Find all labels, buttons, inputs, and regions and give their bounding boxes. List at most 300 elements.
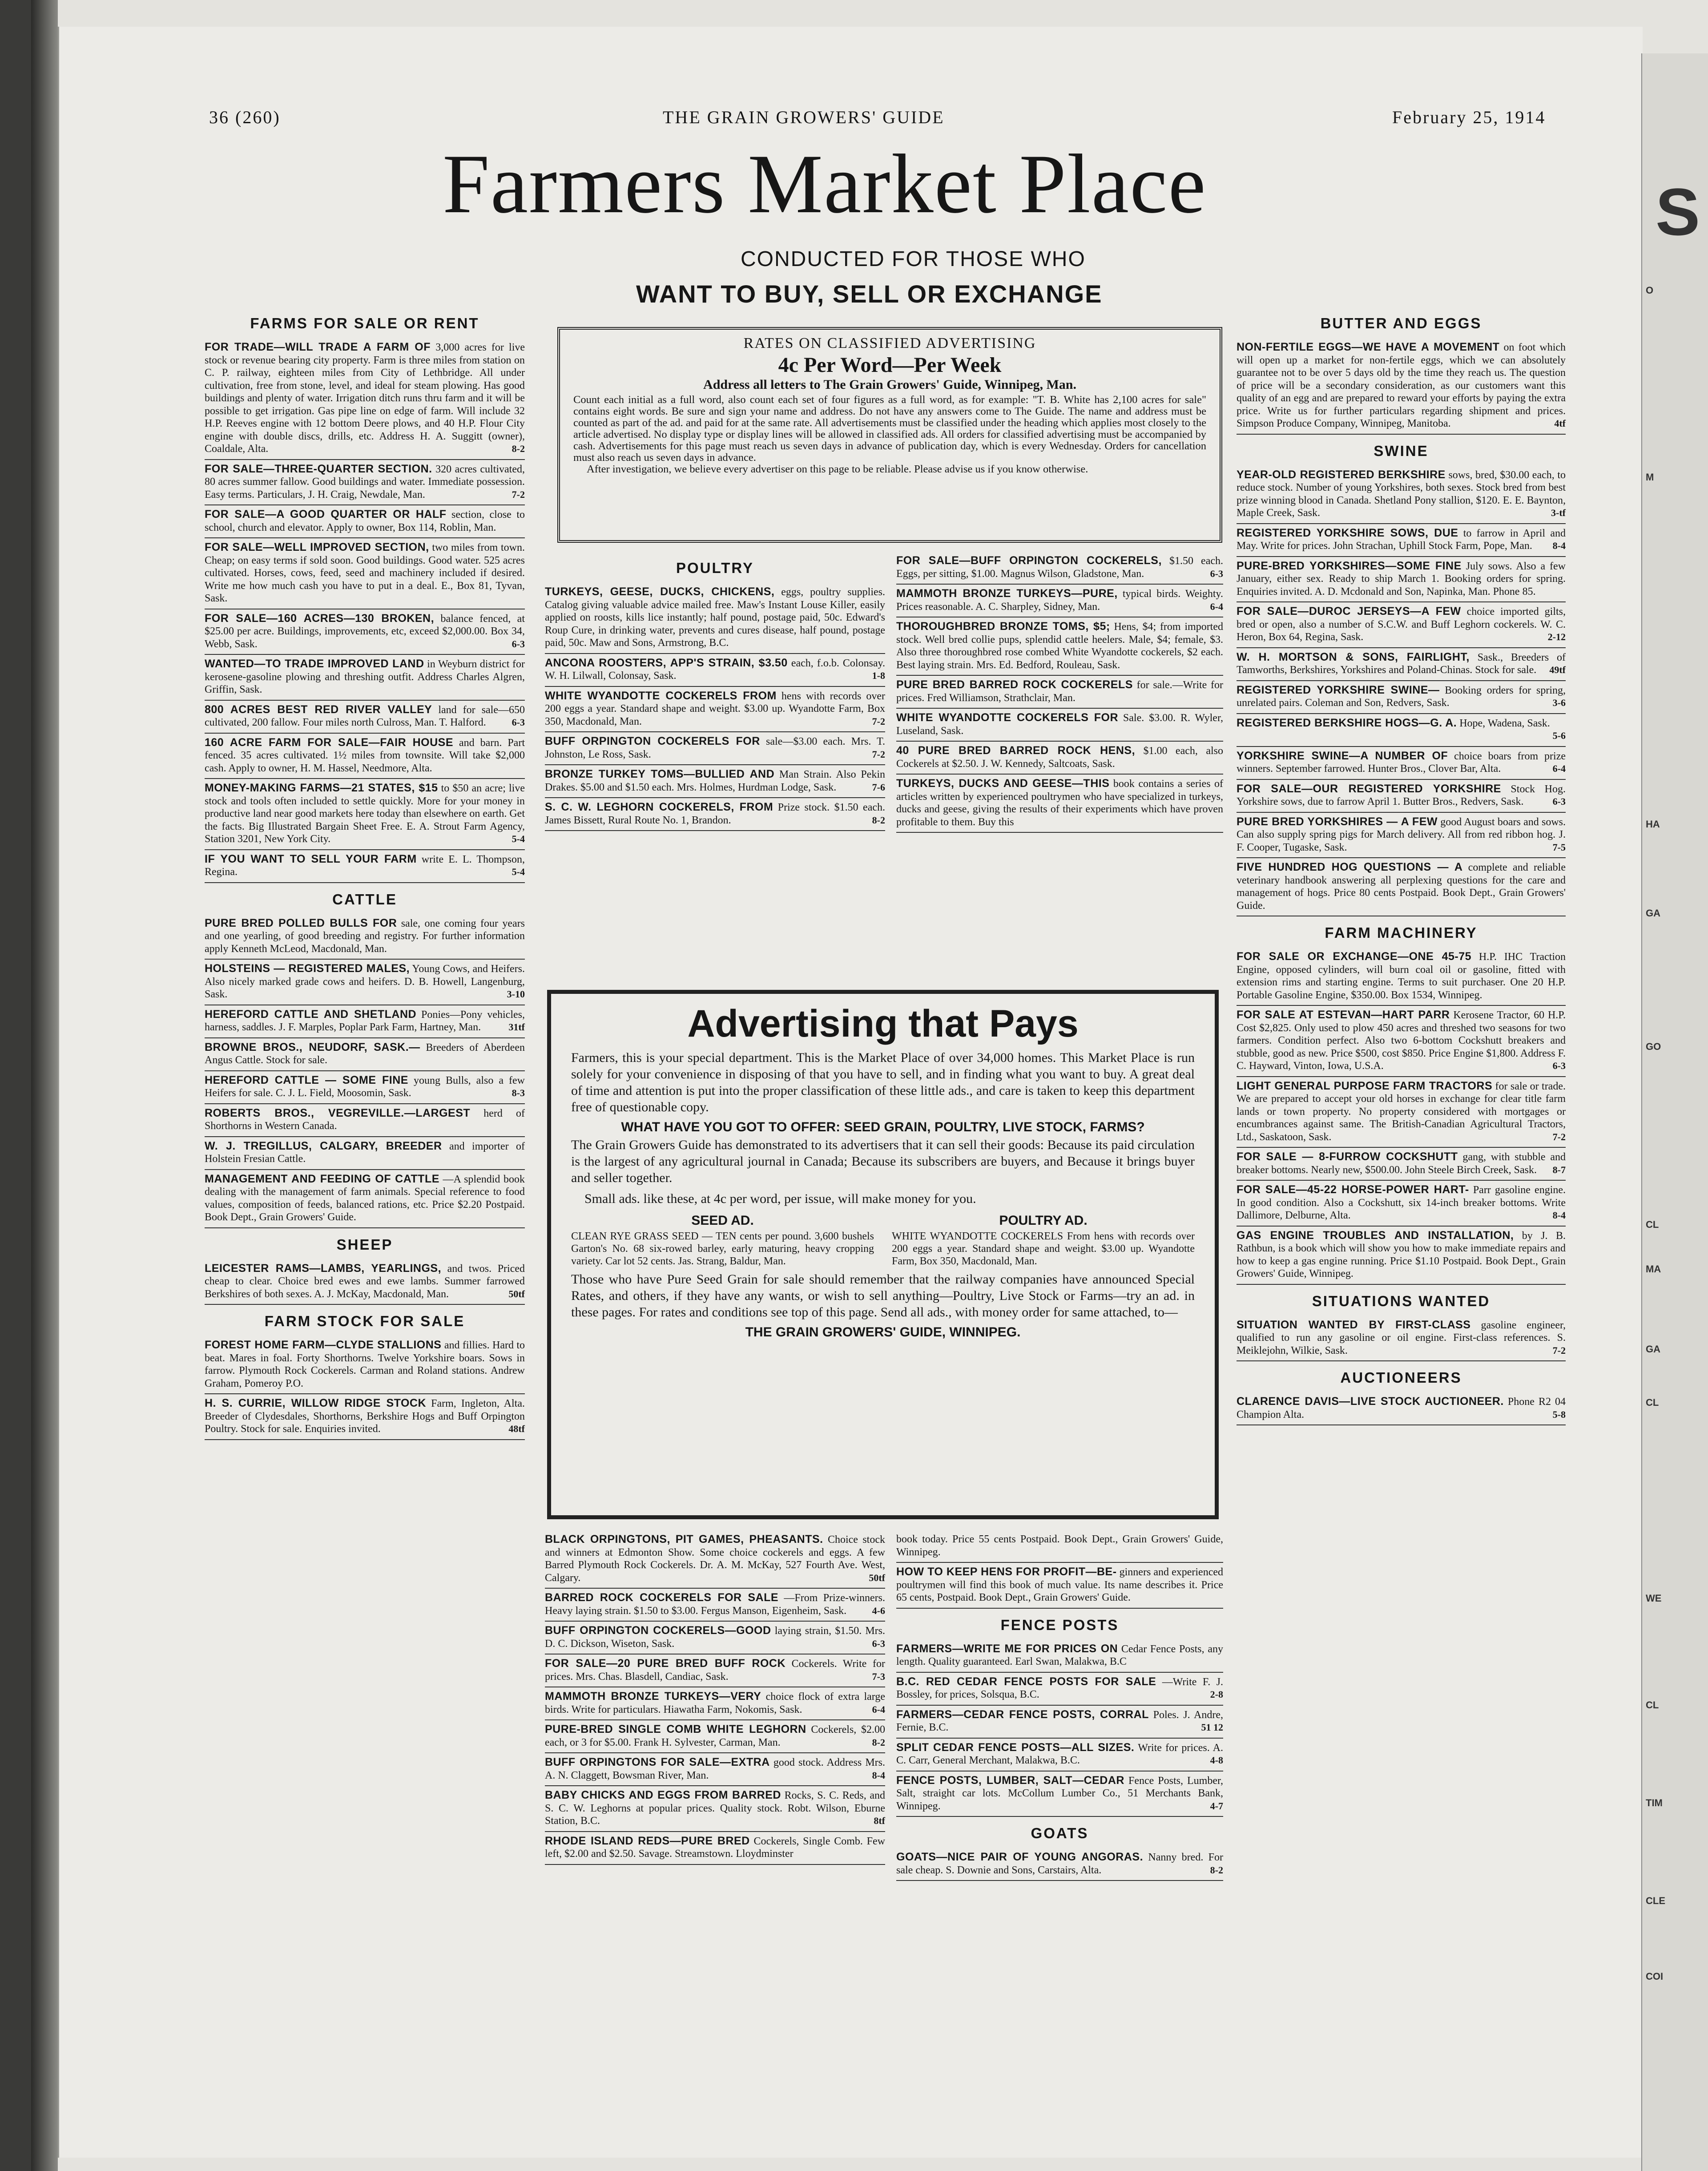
classified-ad bbox=[1237, 648, 1566, 681]
classified-ad bbox=[1237, 813, 1566, 859]
classified-ad bbox=[545, 732, 885, 765]
adjacent-page-fragment: CLE bbox=[1646, 1895, 1665, 1906]
ad-code: 8tf bbox=[874, 1815, 885, 1826]
ad-headline: HEREFORD CATTLE AND SHETLAND bbox=[205, 1008, 417, 1021]
classified-ad bbox=[1237, 338, 1566, 435]
column-mid-left-bottom bbox=[545, 1530, 885, 1865]
ad-headline: FOR SALE—OUR REGISTERED YORKSHIRE bbox=[1237, 782, 1501, 795]
ad-body: book contains a series of articles written by experienced poultrymen who have specialized in turkeys, ducks and geese, giving the results of their experiments which have proven profitable to them. Buy this bbox=[896, 778, 1223, 828]
ad-code: 6-3 bbox=[1210, 568, 1223, 579]
section-heading: FARM STOCK FOR SALE bbox=[264, 1313, 465, 1329]
ad-code: 7-2 bbox=[512, 488, 525, 500]
classified-ad bbox=[205, 850, 525, 883]
ad-code: 3-tf bbox=[1551, 507, 1566, 518]
ad-code: 7-5 bbox=[1552, 841, 1566, 853]
adjacent-page-fragment: CL bbox=[1646, 1219, 1659, 1230]
classified-ad bbox=[545, 1753, 885, 1786]
section-heading: GOATS bbox=[1031, 1825, 1089, 1841]
ad-headline: FOR SALE—A GOOD QUARTER OR HALF bbox=[205, 508, 447, 521]
adjacent-page-fragment: O bbox=[1646, 285, 1654, 296]
ad-headline: HEREFORD CATTLE — SOME FINE bbox=[205, 1073, 408, 1086]
seed-ad-heading: SEED AD. bbox=[691, 1213, 754, 1228]
ad-headline: BUFF ORPINGTON COCKERELS FOR bbox=[545, 735, 760, 747]
ad-headline: FARMERS—WRITE ME FOR PRICES ON bbox=[896, 1642, 1118, 1655]
ad-headline: REGISTERED BERKSHIRE HOGS—G. A. bbox=[1237, 716, 1457, 729]
ad-headline: SITUATION WANTED BY FIRST-CLASS bbox=[1237, 1318, 1471, 1331]
classified-ad bbox=[1237, 1006, 1566, 1077]
classified-ad bbox=[896, 742, 1223, 775]
ad-body: good August boars and sows. Can also supply spring pigs for March delivery. All from red ribbon hog. J. F. Cooper, Tugaske, Sask. bbox=[1237, 816, 1566, 853]
classified-ad bbox=[205, 1005, 525, 1038]
ad-code: 8-4 bbox=[872, 1769, 885, 1781]
classified-ad bbox=[896, 1706, 1223, 1739]
rates-heading: RATES ON CLASSIFIED ADVERTISING bbox=[743, 335, 1036, 351]
section-heading: SHEEP bbox=[336, 1236, 393, 1253]
ad-body: good stock. Address Mrs. A. N. Claggett, Bowsman River, Man. bbox=[545, 1757, 886, 1781]
ad-body: book today. Price 55 cents Postpaid. Book Dept., Grain Growers' Guide, Winnipeg. bbox=[896, 1533, 1223, 1558]
ad-headline: LIGHT GENERAL PURPOSE FARM TRACTORS bbox=[1237, 1079, 1493, 1092]
ad-headline: FOREST HOME FARM—CLYDE STALLIONS bbox=[205, 1339, 442, 1351]
ad-headline: FENCE POSTS, LUMBER, SALT—CEDAR bbox=[896, 1774, 1124, 1787]
ad-body: —Write F. J. Bossley, for prices, Solsqua, B.C. bbox=[896, 1676, 1223, 1700]
binding-gutter bbox=[0, 0, 58, 2171]
ad-code: 8-2 bbox=[872, 1736, 885, 1748]
ad-code: 6-3 bbox=[872, 1638, 885, 1649]
ad-code: 4-6 bbox=[872, 1605, 885, 1616]
ad-headline: ROBERTS BROS., VEGREVILLE.—LARGEST bbox=[205, 1106, 471, 1119]
ad-headline: FOR SALE—DUROC JERSEYS—A FEW bbox=[1237, 605, 1461, 617]
ad-body: —From Prize-winners. Heavy laying strain. $1.50 to $3.00. Fergus Manson, Eigenheim, Sask. bbox=[545, 1592, 885, 1617]
ad-body: balance fenced, at $25.00 per acre. Buildings, improvements, etc, exceed $2,000.00. Box 34, Webb, Sask. bbox=[205, 613, 525, 650]
ad-headline: FOR SALE—20 PURE BRED BUFF ROCK bbox=[545, 1657, 786, 1670]
ad-body: to farrow in April and May. Write for prices. John Strachan, Uphill Stock Farm, Pope, Man. bbox=[1237, 527, 1566, 552]
ad-code: 50tf bbox=[508, 1288, 525, 1299]
classified-ad bbox=[205, 1394, 525, 1440]
adjacent-page-fragment: MA bbox=[1646, 1263, 1661, 1275]
section-heading: BUTTER AND EGGS bbox=[1320, 315, 1482, 331]
rates-price: 4c Per Word—Per Week bbox=[778, 353, 1002, 377]
classified-ad bbox=[205, 1336, 525, 1394]
ad-body: 320 acres cultivated, 80 acres summer fallow. Good buildings and water. Immediate possession. Easy terms. Particulars, J. H. Craig, Newdale, Man. bbox=[205, 463, 525, 500]
adjacent-page-fragment: HA bbox=[1646, 819, 1660, 830]
classified-ad bbox=[1237, 1077, 1566, 1148]
ad-code: 5-6 bbox=[1552, 730, 1566, 741]
subtitle-bold: WANT TO BUY, SELL OR EXCHANGE bbox=[636, 280, 1103, 308]
ad-headline: IF YOU WANT TO SELL YOUR FARM bbox=[205, 852, 417, 865]
ad-code: 8-2 bbox=[512, 443, 525, 454]
classified-ad bbox=[1237, 1148, 1566, 1181]
ad-body: complete and reliable veterinary handbook answering all perplexing questions for the care and management of hogs. Price 80 cents Postpaid. Book Dept., Grain Growers' Guide. bbox=[1237, 862, 1566, 912]
ad-headline: LEICESTER RAMS—LAMBS, YEARLINGS, bbox=[205, 1262, 442, 1275]
column-mid-right-top bbox=[896, 552, 1223, 833]
adjacent-page-fragment: WE bbox=[1646, 1593, 1662, 1604]
ad-code: 6-4 bbox=[1210, 601, 1223, 612]
classified-ad bbox=[205, 1259, 525, 1305]
ad-body: Cockerels. Write for prices. Mrs. Chas. Blasdell, Candiac, Sask. bbox=[545, 1658, 886, 1683]
classified-ad bbox=[1237, 948, 1566, 1006]
ad-headline: FOR SALE—45-22 HORSE-POWER HART- bbox=[1237, 1183, 1469, 1196]
classified-ad bbox=[205, 609, 525, 655]
ad-headline: GOATS—NICE PAIR OF YOUNG ANGORAS. bbox=[896, 1851, 1144, 1863]
adjacent-page-fragment: GO bbox=[1646, 1041, 1661, 1052]
classified-ad bbox=[896, 709, 1223, 742]
ad-body: for sale or trade. We are prepared to accept your old horses in exchange for clear title farm lands or town property. No property considered with mortgages or encumbrances against same. The British-Canadian Agricultural Tractors, Ltd., Saskatoon, Sask. bbox=[1237, 1080, 1566, 1143]
ad-headline: 160 ACRE FARM FOR SALE—FAIR HOUSE bbox=[205, 736, 453, 749]
ad-headline: MONEY-MAKING FARMS—21 STATES, $15 bbox=[205, 782, 438, 794]
classified-ad bbox=[896, 552, 1223, 585]
ad-body: and importer of Holstein Fresian Cattle. bbox=[205, 1140, 525, 1165]
classified-ad bbox=[896, 1848, 1223, 1881]
ad-body: Rocks, S. C. Reds, and S. C. W. Leghorns at popular prices. Quality stock. Robt. Wilson, Eburne Station, B.C. bbox=[545, 1790, 886, 1827]
ad-body: Cockerels, Single Comb. Few left, $2.00 and $2.50. Savage. Streamstown. Lloydminster bbox=[545, 1835, 885, 1860]
classified-ad bbox=[205, 1038, 525, 1071]
classified-ad bbox=[896, 1530, 1223, 1563]
ad-body: gang, with stubble and breaker bottoms. Nearly new, $500.00. John Steele Birch Creek, Sask. bbox=[1237, 1151, 1566, 1176]
ad-headline: B.C. RED CEDAR FENCE POSTS FOR SALE bbox=[896, 1675, 1156, 1688]
ad-code: 8-4 bbox=[1552, 540, 1566, 551]
ad-headline: W. H. MORTSON & SONS, FAIRLIGHT, bbox=[1237, 650, 1470, 663]
classified-ad bbox=[1237, 858, 1566, 916]
ad-headline: H. S. CURRIE, WILLOW RIDGE STOCK bbox=[205, 1397, 427, 1409]
ad-code: 1-8 bbox=[872, 670, 885, 681]
section-heading: AUCTIONEERS bbox=[1340, 1369, 1462, 1386]
section-heading: FARMS FOR SALE OR RENT bbox=[250, 315, 479, 331]
ad-body: Prize stock. $1.50 each. James Bissett, Rural Route No. 1, Brandon. bbox=[545, 802, 885, 826]
ad-code: 5-8 bbox=[1552, 1408, 1566, 1420]
page-number: 36 (260) bbox=[209, 107, 281, 127]
rates-address: Address all letters to The Grain Growers' Guide, Winnipeg, Man. bbox=[703, 377, 1076, 392]
ad-headline: PURE BRED BARRED ROCK COCKERELS bbox=[896, 678, 1133, 691]
ad-body: ginners and experienced poultrymen will find this book of much value. Its name describes it. Price 65 cents, Postpaid. Book Dept., Grain Growers' Guide. bbox=[896, 1566, 1223, 1603]
ad-code: 51 12 bbox=[1201, 1722, 1223, 1733]
ad-headline: PURE-BRED SINGLE COMB WHITE LEGHORN bbox=[545, 1723, 806, 1735]
ad-headline: TURKEYS, DUCKS AND GEESE—THIS bbox=[896, 777, 1110, 790]
ad-body: Man Strain. Also Pekin Drakes. $5.00 and $1.50 each. Mrs. Holmes, Hurdman Lodge, Sask. bbox=[545, 769, 885, 793]
ad-body: herd of Shorthorns in Western Canada. bbox=[205, 1107, 525, 1132]
ad-body: and barn. Part fenced. 35 acres cultivated. 1½ miles from townsite. Will take $2,000 cash. Apply to owner, H. M. Hassel, Needmore, Alta. bbox=[205, 737, 525, 774]
classified-ad bbox=[545, 1687, 885, 1720]
ad-body: Poles. J. Andre, Fernie, B.C. bbox=[896, 1709, 1224, 1733]
ad-headline: REGISTERED YORKSHIRE SWINE— bbox=[1237, 683, 1440, 696]
ad-headline: YORKSHIRE SWINE—A NUMBER OF bbox=[1237, 749, 1448, 762]
ad-body: on foot which will open up a market for non-fertile eggs, which we can absolutely guarantee not to be over 5 days old by the time they reach us. The question of price will be a secondary consideration, as our customers want this quality of an egg and are prepared to reward your efforts by paying the extra price. Write us for further particulars regarding shipment and prices. Simpson Produce Company, Winnipeg, Manitoba. bbox=[1237, 342, 1566, 429]
section-heading: SWINE bbox=[1374, 442, 1429, 459]
ad-code: 2-12 bbox=[1547, 631, 1566, 642]
ad-headline: PURE-BRED YORKSHIRES—SOME FINE bbox=[1237, 559, 1462, 572]
ad-body: July sows. Also a few January, either sex. Ready to ship March 1. Booking orders for spring. Enquiries invited. A. D. Mcdonald and Son, Napinka, Man. Phone 85. bbox=[1237, 560, 1566, 597]
ad-code: 48tf bbox=[508, 1423, 525, 1434]
classified-ad bbox=[1237, 681, 1566, 714]
ad-headline: TURKEYS, GEESE, DUCKS, CHICKENS, bbox=[545, 585, 775, 598]
adjacent-page-fragment: GA bbox=[1646, 908, 1660, 919]
ad-code: 50tf bbox=[869, 1572, 885, 1583]
classified-ad bbox=[896, 676, 1223, 709]
advertising-signature: THE GRAIN GROWERS' GUIDE, WINNIPEG. bbox=[745, 1325, 1021, 1340]
ad-code: 8-3 bbox=[512, 1087, 525, 1098]
ad-headline: 800 ACRES BEST RED RIVER VALLEY bbox=[205, 703, 432, 716]
ad-body: young Bulls, also a few Heifers for sale. C. J. L. Field, Moosomin, Sask. bbox=[205, 1074, 525, 1099]
poultry-ad-text: WHITE WYANDOTTE COCKERELS From hens with records over 200 eggs a year. Standard shape and weight. $3.00 up. Wyandotte Farm, Box 350, Macdonald, Man. bbox=[892, 1231, 1195, 1267]
adjacent-page-fragment: M bbox=[1646, 472, 1654, 483]
classified-ad bbox=[1237, 1227, 1566, 1285]
ad-headline: FOR SALE—BUFF ORPINGTON COCKERELS, bbox=[896, 554, 1162, 567]
classified-ad bbox=[205, 1170, 525, 1228]
publication-name: THE GRAIN GROWERS' GUIDE bbox=[663, 107, 945, 127]
ad-headline: FARMERS—CEDAR FENCE POSTS, CORRAL bbox=[896, 1708, 1149, 1721]
ad-code: 31tf bbox=[508, 1021, 525, 1033]
classified-ad bbox=[1237, 1316, 1566, 1362]
section-heading: FENCE POSTS bbox=[1000, 1616, 1119, 1633]
ad-body: Fence Posts, Lumber, Salt, straight car lots. McCollum Lumber Co., 51 Merchants Bank, Winnipeg. bbox=[896, 1775, 1224, 1812]
ad-body: sale, one coming four years and one yearling, of good breeding and registry. For further information apply Kenneth McLeod, Macdonald, Man. bbox=[205, 917, 525, 955]
ad-headline: WANTED—TO TRADE IMPROVED LAND bbox=[205, 658, 424, 670]
ad-code: 7-2 bbox=[872, 715, 885, 727]
classified-ad bbox=[205, 538, 525, 609]
ad-headline: BRONZE TURKEY TOMS—BULLIED AND bbox=[545, 768, 775, 780]
classified-ad bbox=[205, 914, 525, 960]
ad-headline: RHODE ISLAND REDS—PURE BRED bbox=[545, 1834, 750, 1847]
column-mid-right-bottom bbox=[896, 1530, 1223, 1881]
ad-code: 2-8 bbox=[1210, 1689, 1223, 1700]
ad-body: Choice stock and winners at Edmonton Show. Some choice cockerels and eggs. A few Barred Plymouth Rock Cockerels. Dr. A. M. McKay, 527 Fourth Ave. West, Calgary. bbox=[545, 1534, 886, 1584]
classified-ad bbox=[545, 687, 885, 733]
ad-body: by J. B. Rathbun, is a book which will show you how to make immediate repairs and how to keep a gas engine running. Price $1.10 Postpaid. Book Dept., Grain Growers' Guide, Winnipeg. bbox=[1237, 1230, 1566, 1279]
ad-body: —A splendid book dealing with the management of farm animals. Special reference to food values, composition of feeds, balanced rations, etc. Price $2.20 Postpaid. Book Dept., Grain Growers' Guide. bbox=[205, 1173, 525, 1223]
ad-body: eggs, poultry supplies. Catalog giving valuable advice mailed free. Maw's Instant Louse Killer, easily applied on roosts, kills lice instantly; half pound, postage paid, 50c. Edward's Roup Cure, in drinking water, prevents and cures disease, half pound, postage paid, 50c. Maw and Sons, Armstrong, B.C. bbox=[545, 586, 885, 649]
ad-code: 6-3 bbox=[512, 638, 525, 650]
ad-headline: FOR TRADE—WILL TRADE A FARM OF bbox=[205, 341, 431, 353]
classified-ad bbox=[205, 1137, 525, 1170]
column-mid-left-top bbox=[545, 552, 885, 831]
ad-headline: FOR SALE—160 ACRES—130 BROKEN, bbox=[205, 612, 435, 625]
ad-headline: CLARENCE DAVIS—LIVE STOCK AUCTIONEER. bbox=[1237, 1395, 1504, 1408]
ad-headline: MAMMOTH BRONZE TURKEYS—PURE, bbox=[896, 587, 1118, 600]
ad-headline: PURE BRED POLLED BULLS FOR bbox=[205, 916, 397, 929]
ad-code: 6-4 bbox=[1552, 763, 1566, 774]
ad-code: 7-2 bbox=[1552, 1344, 1566, 1356]
ad-body: Sale. $3.00. R. Wyler, Luseland, Sask. bbox=[896, 712, 1223, 737]
ad-body: Cedar Fence Posts, any length. Quality guaranteed. Earl Swan, Malakwa, B.C bbox=[896, 1643, 1223, 1667]
classified-ad bbox=[896, 775, 1223, 833]
classified-ad bbox=[545, 798, 885, 831]
ad-code: 8-2 bbox=[1210, 1864, 1223, 1876]
ad-headline: BUFF ORPINGTON COCKERELS—GOOD bbox=[545, 1624, 771, 1637]
classified-ad bbox=[896, 1640, 1223, 1673]
ad-headline: GAS ENGINE TROUBLES AND INSTALLATION, bbox=[1237, 1229, 1514, 1242]
classified-ad bbox=[1237, 747, 1566, 780]
ad-code: 8-7 bbox=[1552, 1164, 1566, 1175]
ad-body: $1.00 each, also Cockerels at $2.50. J. W. Kennedy, Saltcoats, Sask. bbox=[896, 745, 1223, 770]
ad-headline: BROWNE BROS., NEUDORF, SASK.— bbox=[205, 1041, 420, 1053]
classified-ad bbox=[896, 1673, 1223, 1706]
ad-body: section, close to school, church and elevator. Apply to owner, Box 114, Roblin, Man. bbox=[205, 509, 525, 533]
ad-body: Farm, Ingleton, Alta. Breeder of Clydesdales, Shorthorns, Berkshire Hogs and Buff Orpington Poultry. Stock for sale. Enquiries invited. bbox=[205, 1398, 525, 1435]
ad-headline: FOR SALE—THREE-QUARTER SECTION. bbox=[205, 462, 432, 475]
ad-body: and fillies. Hard to beat. Mares in foal. Forty Shorthorns. Twelve Yorkshire boars. Sows in farrow. Plymouth Rock Cockerels. Carman and Roland stations. Andrew Graham, Pomeroy P.O. bbox=[205, 1340, 525, 1389]
ad-code: 49tf bbox=[1549, 664, 1566, 675]
ad-body: Ponies—Pony vehicles, harness, saddles. J. F. Marples, Poplar Park Farm, Hartney, Man. bbox=[205, 1009, 525, 1033]
adjacent-page-fragment: CL bbox=[1646, 1699, 1659, 1711]
ad-body: Sask., Breeders of Tamworths, Berkshires, Yorkshires and Poland-Chinas. Stock for sale. bbox=[1237, 651, 1566, 676]
column-left bbox=[205, 307, 525, 1440]
ad-body: each, f.o.b. Colonsay. W. H. Lilwall, Colonsay, Sask. bbox=[545, 657, 886, 682]
classified-ad bbox=[545, 1786, 885, 1832]
advertising-paragraph: The Grain Growers Guide has demonstrated to its advertisers that it can sell their goods: Because its paid circulation is the largest of any agricultural journal in Canada; Because its subscribers are buyers, and Because it brings buyer and seller together. bbox=[571, 1138, 1195, 1185]
ad-body: write E. L. Thompson, Regina. bbox=[205, 853, 525, 878]
classified-ad bbox=[545, 1720, 885, 1753]
ad-body: choice flock of extra large birds. Write for particulars. Hiawatha Farm, Nokomis, Sask. bbox=[545, 1691, 885, 1715]
ad-headline: ANCONA ROOSTERS, APP'S STRAIN, $3.50 bbox=[545, 656, 788, 669]
ad-body: choice imported gilts, bred or open, also a number of S.C.W. and Buff Leghorn cockerels. W. C. Heron, Box 64, Regina, Sask. bbox=[1237, 606, 1566, 643]
ad-code: 7-2 bbox=[1552, 1131, 1566, 1142]
ad-headline: BARRED ROCK COCKERELS FOR SALE bbox=[545, 1591, 779, 1604]
ad-headline: WHITE WYANDOTTE COCKERELS FOR bbox=[896, 711, 1119, 724]
ad-code: 6-4 bbox=[872, 1703, 885, 1715]
ad-headline: HOLSTEINS — REGISTERED MALES, bbox=[205, 962, 410, 975]
classified-ad bbox=[205, 655, 525, 701]
classified-ad bbox=[205, 338, 525, 460]
classified-ad bbox=[205, 701, 525, 734]
section-heading: FARM MACHINERY bbox=[1325, 924, 1478, 941]
classified-ad bbox=[545, 1654, 885, 1687]
ad-body: Hope, Wadena, Sask. bbox=[1459, 717, 1550, 729]
ad-headline: THOROUGHBRED BRONZE TOMS, $5; bbox=[896, 620, 1110, 633]
ad-headline: PURE BRED YORKSHIRES — A FEW bbox=[1237, 815, 1438, 828]
ad-body: 3,000 acres for live stock or revenue bearing city property. Farm is three miles from station on C. P. railway, eighteen miles from City of Lethbridge. All under cultivation, free from stone, level, and ideal for steam plowing. Has good buildings and plenty of water. Irrigation ditch runs thru farm and it will be possible to get irrigation. Gas pipe line on edge of farm. Will include 32 H.P. Reeves engine with 12 bottom Deere plows, and 40 H.P. Flour City engine with double discs, drills, etc. Address H. A. Suggitt (owner), Coaldale, Alta. bbox=[205, 342, 525, 455]
classified-ad bbox=[545, 765, 885, 798]
classified-ad bbox=[545, 654, 885, 687]
classified-ad bbox=[1237, 780, 1566, 813]
advertising-title: Advertising that Pays bbox=[687, 1002, 1079, 1045]
section-heading: SITUATIONS WANTED bbox=[1312, 1292, 1490, 1309]
ad-body: Kerosene Tractor, 60 H.P. Cost $2,825. Only used to plow 450 acres and threshed two seasons for two farmers. Condition perfect. Also two 6-bottom Cockshutt breakers and stubble, good as new. Price $500, cost $850. Price Engine $1,800. Address F. C. Hayward, Vinton, Iowa, U.S.A. bbox=[1237, 1009, 1566, 1072]
ad-headline: HOW TO KEEP HENS FOR PROFIT—BE- bbox=[896, 1566, 1117, 1578]
ad-body: Stock Hog. Yorkshire sows, due to farrow April 1. Butter Bros., Redvers, Sask. bbox=[1237, 783, 1566, 807]
ad-body: land for sale—650 cultivated, 200 fallow. Four miles north Culross, Man. T. Halford. bbox=[205, 704, 525, 728]
ad-code: 8-2 bbox=[872, 814, 885, 826]
classified-ad bbox=[1237, 714, 1566, 747]
ad-headline: BABY CHICKS AND EGGS FROM BARRED bbox=[545, 1789, 781, 1801]
ad-headline: 40 PURE BRED BARRED ROCK HENS, bbox=[896, 744, 1136, 757]
advertising-paragraph: Those who have Pure Seed Grain for sale should remember that the railway companies have announced Special Rates, and others, if they have any wants, or wish to sell anything—Poultry, Live Stock or Farms—try an ad. in these pages. For rates and conditions see top of this page. Send all ads., with money order for same attached, to— bbox=[571, 1272, 1195, 1320]
classified-ad bbox=[205, 1104, 525, 1137]
classified-ad bbox=[545, 1589, 885, 1622]
ad-headline: W. J. TREGILLUS, CALGARY, BREEDER bbox=[205, 1139, 442, 1152]
advertising-that-pays-box bbox=[547, 990, 1219, 1519]
classified-ad bbox=[545, 1530, 885, 1589]
advertising-question: WHAT HAVE YOU GOT TO OFFER: SEED GRAIN, POULTRY, LIVE STOCK, FARMS? bbox=[621, 1120, 1145, 1134]
ad-headline: FOR SALE AT ESTEVAN—HART PARR bbox=[1237, 1009, 1450, 1021]
adjacent-page-fragment: COI bbox=[1646, 1971, 1664, 1982]
advertising-paragraph: Farmers, this is your special department. This is the Market Place of over 34,000 homes. This Market Place is run solely for your convenience in disposing of that you have to sell, and in finding what you want to buy. A great deal of time and attention is put into the proper classification of these little ads., and care is taken to keep this department free of questionable copy. bbox=[571, 1050, 1195, 1114]
classified-ad bbox=[896, 617, 1223, 676]
classified-ad bbox=[896, 1739, 1223, 1772]
page-fold bbox=[31, 0, 58, 2171]
sample-ads bbox=[571, 1211, 1195, 1267]
ad-code: 6-3 bbox=[1552, 1060, 1566, 1071]
classified-ad bbox=[545, 583, 885, 654]
issue-date: February 25, 1914 bbox=[1392, 107, 1546, 127]
ad-headline: REGISTERED YORKSHIRE SOWS, DUE bbox=[1237, 526, 1458, 539]
ad-code: 4-7 bbox=[1210, 1800, 1223, 1812]
adjacent-page-strip bbox=[1641, 53, 1708, 2171]
advertising-paragraph: Small ads. like these, at 4c per word, per issue, will make money for you. bbox=[584, 1191, 976, 1206]
seed-ad-text: CLEAN RYE GRASS SEED — TEN cents per pound. 3,600 bushels Garton's No. 68 six-rowed barley, early maturing, heavy cropping variety. Car lot 52 cents. Jas. Strang, Baldur, Man. bbox=[571, 1231, 874, 1267]
ad-body: gasoline engineer, qualified to run any gasoline or oil engine. First-class references. S. Meiklejohn, Wilkie, Sask. bbox=[1237, 1319, 1566, 1356]
classified-ad bbox=[205, 505, 525, 538]
ad-headline: BLACK ORPINGTONS, PIT GAMES, PHEASANTS. bbox=[545, 1533, 823, 1546]
ad-body: Young Cows, and Heifers. Also nicely marked grade cows and heifers. D. B. Howell, Langenburg, Sask. bbox=[205, 963, 525, 1000]
ad-code: 7-6 bbox=[872, 781, 885, 793]
classified-ad bbox=[205, 779, 525, 850]
classified-ad bbox=[1237, 524, 1566, 557]
ad-code: 5-4 bbox=[512, 866, 525, 877]
ad-body: and twos. Priced cheap to clear. Choice bred ewes and ewe lambs. Summer farrowed Berkshires of both sexes. A. J. McKay, Macdonald, Man. bbox=[205, 1263, 525, 1300]
ad-body: Hens, $4; from imported stock. Well bred collie pups, splendid cattle heelers. Male, $4; female, $3. Also three thoroughbred rose combed White Wyandotte cockerels, $2 each. Best laying strain. Mrs. Ed. Bedford, Rouleau, Sask. bbox=[896, 621, 1224, 671]
ad-body: H.P. IHC Traction Engine, opposed cylinders, will burn coal oil or gasoline, fitted with extension rims and starting engine. Terms to suit purchaser. One 20 H.P. Portable Gasoline Engine, $350.00. Box 1534, Winnipeg. bbox=[1237, 951, 1566, 1001]
classified-ad bbox=[896, 1563, 1223, 1609]
poultry-ad-heading: POULTRY AD. bbox=[999, 1213, 1088, 1228]
ad-body: in Weyburn district for kerosene-gasoline plowing and threshing outfit. Address Charles Algren, Griffin, Sask. bbox=[205, 658, 525, 695]
ad-headline: WHITE WYANDOTTE COCKERELS FROM bbox=[545, 689, 777, 702]
ad-body: hens with records over 200 eggs a year. Standard shape and weight. $3.00 up. Wyandotte Farm, Box 350, Macdonald, Man. bbox=[545, 690, 885, 727]
ad-headline: FIVE HUNDRED HOG QUESTIONS — A bbox=[1237, 861, 1463, 873]
classified-ad bbox=[1237, 557, 1566, 603]
ad-code: 6-3 bbox=[512, 717, 525, 728]
ad-headline: MANAGEMENT AND FEEDING OF CATTLE bbox=[205, 1172, 439, 1185]
seed-ad-sample bbox=[571, 1211, 874, 1267]
classified-ad bbox=[545, 1832, 885, 1865]
ad-body: Phone R2 04 Champion Alta. bbox=[1237, 1396, 1566, 1420]
classified-ad bbox=[545, 1622, 885, 1654]
ad-body: Nanny bred. For sale cheap. S. Downie and Sons, Carstairs, Alta. bbox=[896, 1852, 1224, 1876]
classified-ad bbox=[1237, 466, 1566, 524]
ad-headline: FOR SALE OR EXCHANGE—ONE 45-75 bbox=[1237, 950, 1472, 963]
ad-body: $1.50 each. Eggs, per sitting, $1.00. Magnus Wilson, Gladstone, Man. bbox=[896, 555, 1224, 580]
ad-body: choice boars from prize winners. September farrowed. Hunter Bros., Clover Bar, Alta. bbox=[1237, 750, 1566, 775]
ad-headline: NON-FERTILE EGGS—WE HAVE A MOVEMENT bbox=[1237, 341, 1500, 353]
subtitle: CONDUCTED FOR THOSE WHO bbox=[741, 247, 1086, 271]
classified-ad bbox=[205, 460, 525, 506]
ad-code: 4-8 bbox=[1210, 1755, 1223, 1766]
classified-ad bbox=[205, 1071, 525, 1104]
rates-box bbox=[557, 327, 1222, 543]
poultry-ad-sample bbox=[892, 1211, 1195, 1267]
ad-code: 3-6 bbox=[1552, 697, 1566, 708]
rates-body: Count each initial as a full word, also count each set of four figures as a full word, as for example: "T. B. White has 2,100 acres for sale" contains eight words. Be sure and sign your name and address. Do not have any answers come to The Guide. The name and address must be counted as part of the ad. and paid for at the same rate. All advertisements must be classified under the heading which applies most closely to the article advertised. No display type or display lines will be allowed in classified ads. All orders for classified advertising must be accompanied by cash. Advertisements for this page must reach us seven days in advance of publication day, which is every Wednesday. Orders for cancellation must also reach us seven days in advance. bbox=[573, 394, 1206, 464]
ad-body: two miles from town. Cheap; on easy terms if sold soon. Good buildings. Good water. 525 acres cultivated. Horses, cows, feed, seed and machinery included if desired. Write me how much cash you have to put in a deal. E., Box 81, Tyvan, Sask. bbox=[205, 542, 525, 604]
section-heading: CATTLE bbox=[332, 891, 397, 908]
ad-body: Write for prices. A. C. Carr, General Merchant, Malakwa, B.C. bbox=[896, 1742, 1223, 1766]
ad-code: 8-4 bbox=[1552, 1210, 1566, 1221]
ad-body: Cockerels, $2.00 each, or 3 for $5.00. Frank H. Sylvester, Carman, Man. bbox=[545, 1724, 885, 1748]
classified-ad bbox=[896, 1772, 1223, 1817]
adjacent-page-fragment: TIM bbox=[1646, 1797, 1663, 1808]
ad-code: 5-4 bbox=[512, 833, 525, 844]
classified-ad bbox=[205, 734, 525, 779]
ad-headline: MAMMOTH BRONZE TURKEYS—VERY bbox=[545, 1690, 761, 1703]
ad-headline: YEAR-OLD REGISTERED BERKSHIRE bbox=[1237, 468, 1446, 481]
ad-body: sale—$3.00 each. Mrs. T. Johnston, Le Ross, Sask. bbox=[545, 736, 886, 760]
classified-ad bbox=[205, 960, 525, 1005]
ad-headline: FOR SALE—WELL IMPROVED SECTION, bbox=[205, 541, 429, 553]
ad-headline: FOR SALE — 8-FURROW COCKSHUTT bbox=[1237, 1150, 1458, 1163]
ad-code: 3-10 bbox=[507, 989, 525, 1000]
section-heading: POULTRY bbox=[676, 560, 754, 576]
ad-body: laying strain, $1.50. Mrs. D. C. Dickson, Wiseton, Sask. bbox=[545, 1625, 886, 1650]
ad-body: Booking orders for spring, unrelated pairs. Coleman and Son, Redvers, Sask. bbox=[1237, 684, 1566, 709]
ad-headline: SPLIT CEDAR FENCE POSTS—ALL SIZES. bbox=[896, 1741, 1135, 1754]
